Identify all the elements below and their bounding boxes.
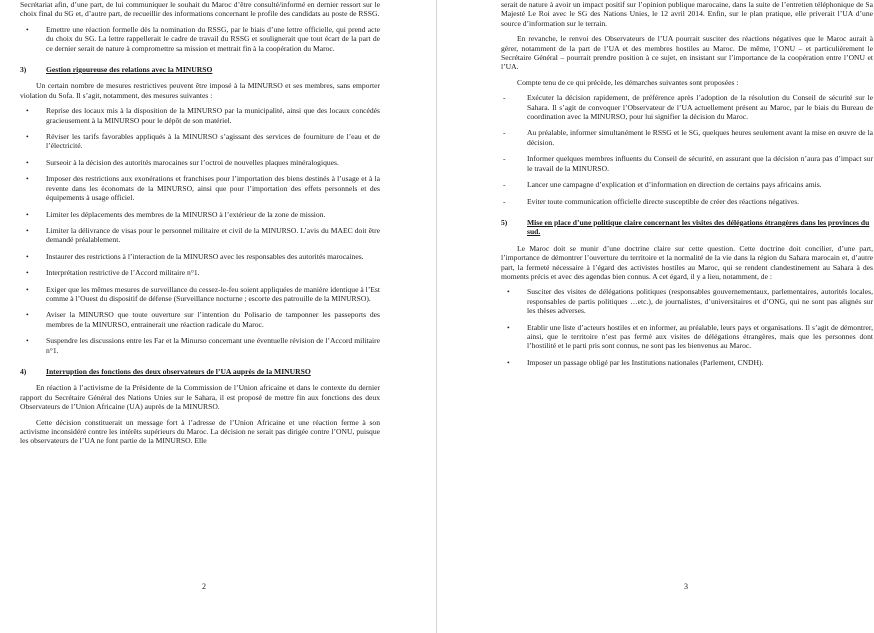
list-item <box>20 174 380 202</box>
bullet-list <box>501 287 873 367</box>
paragraph: Un certain nombre de mesures restrictives peuvent être imposé à la MINURSO et ses membres, sans emporter violation du Sofa. Il s’agit, notamment, des mesures suivantes : <box>20 81 380 100</box>
page-number: 2 <box>202 581 206 591</box>
list-item-text: Aviser la MINURSO que toute ouverture sur l’intention du Polisario de tamponner les passeports des membres de la MINURSO, entrainerait une réaction radicale du Maroc. <box>46 310 380 329</box>
list-item <box>501 128 873 147</box>
paragraph: Secrétariat afin, d’une part, de lui communiquer le souhait du Maroc d’être consulté/informé en dernier ressort sur le choix final du SG et, d’autre part, de recueillir des informations concernant le profile des candidats au poste de RSSG. <box>20 0 380 19</box>
list-item <box>20 310 380 329</box>
bullet-marker: • <box>26 157 29 167</box>
dash-marker: - <box>503 180 506 190</box>
bullet-marker: • <box>26 174 29 184</box>
list-item <box>501 323 873 351</box>
paragraph: En réaction à l’activisme de la Présidente de la Commission de l’Union africaine et dans le contexte du dernier rapport du Secrétaire Général des Nations Unies sur le Sahara, il est proposé de mettre fin aux fonctions des deux Observateurs de l’Union Africaine (UA) auprès de la MINURSO. <box>20 383 380 412</box>
list-item-text: Exécuter la décision rapidement, de préférence après l’adoption de la résolution du Conseil de sécurité sur le Sahara. Il s’agit de convoquer l’Observateur de l’UA actuellement présent au Maroc, par le biais du Bureau de coordination avec la MINURSO, pour lui signifier la décision du Maroc. <box>527 93 873 122</box>
list-item-text: Exiger que les mêmes mesures de surveillance du cessez-le-feu soient appliquées de manière identique à l’Est comme à l’Ouest du dispositif de défense (Surveillance nocturne ; escorte des patrouille de la MINURSO). <box>46 284 380 303</box>
section-title: Gestion rigoureuse des relations avec la MINURSO <box>46 65 213 75</box>
list-item-text: Susciter des visites de délégations politiques (responsables gouvernementaux, parlementaires, autorités locales, responsables de partis politiques …etc.), de journalistes, d’universitaires et d’ONG, qui ne sont pas alignés sur les thèses adverses. <box>527 287 873 316</box>
paragraph: Cette décision constituerait un message fort à l’adresse de l’Union Africaine et une réaction ferme à son activisme inconsidéré contre les intérêts supérieurs du Maroc. La décision ne serait pas dirigée contre l’ONU, puisque les observateurs de l’UA ne font partie de la MINURSO. Elle <box>20 417 380 446</box>
list-item-text: Instaurer des restrictions à l’interaction de la MINURSO avec les responsables des autorités marocaines. <box>46 251 364 261</box>
bullet-marker: • <box>26 336 29 346</box>
list-item <box>501 358 873 367</box>
list-item-text: Informer quelques membres influents du Conseil de sécurité, en assurant que la décision n’aura pas d’impact sur le travail de la MINURSO. <box>527 154 873 173</box>
bullet-marker: • <box>26 106 29 116</box>
list-item <box>20 25 380 53</box>
bullet-marker: • <box>507 357 510 367</box>
list-item <box>20 210 380 219</box>
bullet-marker: • <box>26 209 29 219</box>
section-heading <box>501 218 873 237</box>
bullet-marker: • <box>26 284 29 294</box>
list-item-text: Suspendre les discussions entre les Far et la Minurso concernant une éventuelle révision de l’Accord militaire n°1. <box>46 336 380 355</box>
list-item-text: Au préalable, informer simultanément le RSSG et le SG, quelques heures seulement avant la mise en œuvre de la décision. <box>527 128 873 147</box>
list-item <box>20 226 380 245</box>
list-item-text: Lancer une campagne d’explication et d’information en direction de certains pays africains amis. <box>527 180 822 190</box>
list-item <box>20 158 380 167</box>
section-heading <box>20 65 380 74</box>
list-item-text: Surseoir à la décision des autorités marocaines sur l’octroi de nouvelles plaques minéralogiques. <box>46 157 339 167</box>
list-item <box>20 336 380 355</box>
list-item-text: Reprise des locaux mis à la disposition de la MINURSO par la municipalité, ainsi que des locaux concédés gracieusement à la MINURSO pour le dépôt de son matériel. <box>46 106 380 125</box>
bullet-marker: • <box>26 24 29 34</box>
list-item <box>20 268 380 277</box>
dash-marker: - <box>503 93 506 103</box>
dash-list <box>501 93 873 206</box>
list-item <box>20 106 380 125</box>
dash-marker: - <box>503 154 506 164</box>
list-item-text: Imposer un passage obligé par les Institutions nationales (Parlement, CNDH). <box>527 357 764 367</box>
list-item-text: Limiter la délivrance de visas pour le personnel militaire et civil de la MINURSO. L’avis du MAEC doit être demandé préalablement. <box>46 225 380 245</box>
list-item <box>501 154 873 173</box>
paragraph: En revanche, le renvoi des Observateurs de l’UA pourrait susciter des réactions négatives que le Maroc aurait à gérer, notamment de la part de l’UA et des membres hostiles au Maroc. De même, l’ONU – et particulièrement le Secrétaire Général – pourrait prendre position à ce sujet, en insistant sur l’importance de la coopération entre l’ONU et l’UA. <box>501 34 873 72</box>
bullet-marker: • <box>26 132 29 142</box>
list-item <box>20 252 380 261</box>
list-item-text: Imposer des restrictions aux exonérations et franchises pour l’importation des biens destinés à l’usage et à la revente dans les économats de la MINURSO, ainsi que pour l’importation des effets personnels et des équipements à usage officiel. <box>46 174 380 203</box>
section-number: 5) <box>501 217 508 227</box>
paragraph: Compte tenu de ce qui précède, les démarches suivantes sont proposées : <box>517 77 739 87</box>
bullet-marker: • <box>507 287 510 297</box>
list-item-text: Limiter les déplacements des membres de la MINURSO à l’extérieur de la zone de mission. <box>46 209 326 219</box>
section-heading <box>20 367 380 376</box>
bullet-marker: • <box>507 322 510 332</box>
paragraph: serait de nature à avoir un impact positif sur l’opinion publique marocaine, dans la suite de l’entretien téléphonique de Sa Majesté Le Roi avec le SG des Nations Unies, le 12 avril 2014. Enfin, sur le plan pratique, elle priverait l’UA d’une source d’information sur le terrain. <box>501 0 873 28</box>
list-item <box>501 197 873 206</box>
dash-marker: - <box>503 196 506 206</box>
list-item-text: Interprétation restrictive de l’Accord militaire n°1. <box>46 268 200 278</box>
list-item <box>20 285 380 304</box>
page-number: 3 <box>684 581 688 591</box>
list-item <box>501 287 873 315</box>
list-item <box>501 93 873 121</box>
page-2-content <box>20 0 380 446</box>
bullet-marker: • <box>26 310 29 320</box>
bullet-marker: • <box>26 225 29 235</box>
list-item-text: Emettre une réaction formelle dès la nomination du RSSG, par le biais d’une lettre officielle, qui prend acte du choix du SG. La lettre rappellerait le cadre de travail du RSSG et soulignerait que tout écart de la part de ce dernier serait de nature à compromettre sa mission et mettrait fin à la coopération du Maroc. <box>46 24 380 53</box>
section-number: 4) <box>20 366 27 376</box>
paragraph: Le Maroc doit se munir d’une doctrine claire sur cette question. Cette doctrine doit concilier, d’une part, l’importance de démontrer l’ouverture du territoire et la normalité de la vie dans la région du Sahara marocain et, d’autre part, la fermeté nécessaire à l’égard des activistes hostiles au Maroc, qui se rendent clandestinement au Sahara à des moments précis et avec des agendas bien connus. A cet égard, il y a lieu, notamment, de : <box>501 243 873 281</box>
page-2 <box>0 0 436 633</box>
section-title: Mise en place d’une politique claire concernant les visites des délégations étrangères dans les provinces du sud. <box>527 217 870 237</box>
page-3 <box>436 0 874 633</box>
section-number: 3) <box>20 65 27 75</box>
section-title: Interruption des fonctions des deux observateurs de l’UA auprès de la MINURSO <box>46 366 311 376</box>
list-item <box>20 132 380 151</box>
bullet-marker: • <box>26 268 29 278</box>
dash-marker: - <box>503 128 506 138</box>
list-item <box>501 180 873 189</box>
bullet-marker: • <box>26 251 29 261</box>
page-3-content <box>501 0 873 367</box>
bullet-list <box>20 106 380 355</box>
list-item-text: Eviter toute communication officielle directe susceptible de créer des réactions négatives. <box>527 196 800 206</box>
list-item-text: Etablir une liste d’acteurs hostiles et en informer, au préalable, leurs pays et organisations. Il s’agit de démontrer, ainsi, que le territoire n’est pas fermé aux visites de délégations étrangères, mais que les personnes dont l’hostilité et le parti pris sont connus, ne sont pas les bienvenus au Maroc. <box>527 322 873 351</box>
list-item-text: Réviser les tarifs favorables appliqués à la MINURSO s’agissant des services de fourniture de l’eau et de l’électricité. <box>46 132 380 151</box>
